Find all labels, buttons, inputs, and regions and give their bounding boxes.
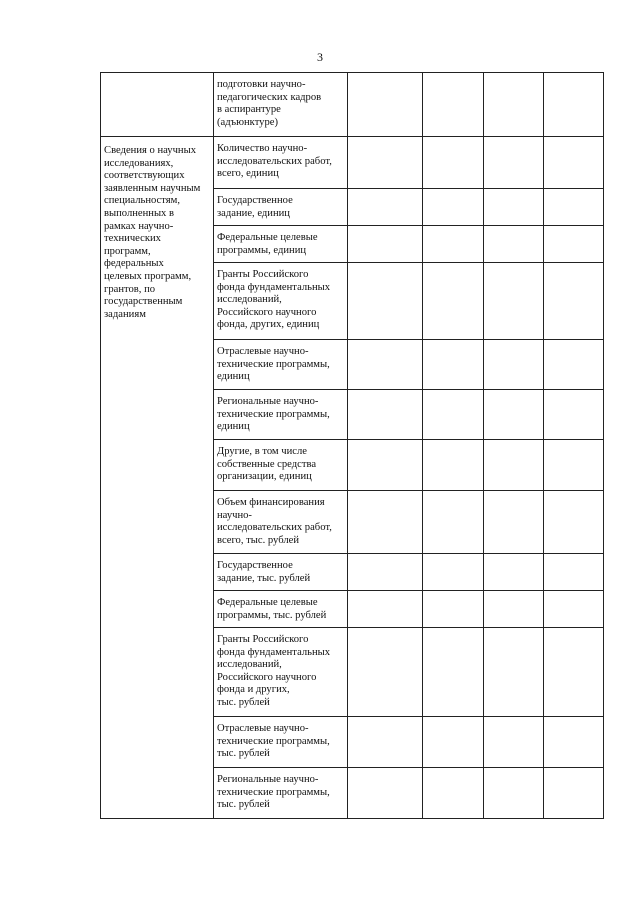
value-cell[interactable] bbox=[423, 189, 484, 226]
value-cell[interactable] bbox=[484, 768, 544, 819]
value-cell[interactable] bbox=[544, 591, 604, 628]
value-cell[interactable] bbox=[423, 390, 484, 440]
value-cell[interactable] bbox=[423, 717, 484, 768]
section-title-cell-empty bbox=[101, 73, 214, 137]
row-label: Количество научно- исследовательских работ, всего, единиц bbox=[214, 137, 348, 189]
value-cell[interactable] bbox=[544, 717, 604, 768]
value-cell[interactable] bbox=[348, 340, 423, 390]
value-cell[interactable] bbox=[484, 440, 544, 491]
value-cell[interactable] bbox=[484, 390, 544, 440]
value-cell[interactable] bbox=[484, 226, 544, 263]
report-form-table bbox=[100, 72, 604, 819]
value-cell[interactable] bbox=[348, 73, 423, 137]
value-cell[interactable] bbox=[544, 263, 604, 340]
value-cell[interactable] bbox=[484, 554, 544, 591]
row-label: Региональные научно- технические программы, единиц bbox=[214, 390, 348, 440]
value-cell[interactable] bbox=[544, 628, 604, 717]
value-cell[interactable] bbox=[348, 768, 423, 819]
value-cell[interactable] bbox=[423, 73, 484, 137]
value-cell[interactable] bbox=[544, 768, 604, 819]
value-cell[interactable] bbox=[423, 554, 484, 591]
value-cell[interactable] bbox=[484, 591, 544, 628]
value-cell[interactable] bbox=[544, 226, 604, 263]
row-label: Гранты Российского фонда фундаментальных исследований, Российского научного фонда, других, единиц bbox=[214, 263, 348, 340]
value-cell[interactable] bbox=[348, 263, 423, 340]
value-cell[interactable] bbox=[484, 263, 544, 340]
value-cell[interactable] bbox=[348, 591, 423, 628]
row-label: Федеральные целевые программы, единиц bbox=[214, 226, 348, 263]
value-cell[interactable] bbox=[423, 628, 484, 717]
value-cell[interactable] bbox=[348, 189, 423, 226]
value-cell[interactable] bbox=[484, 628, 544, 717]
value-cell[interactable] bbox=[484, 491, 544, 554]
value-cell[interactable] bbox=[484, 137, 544, 189]
row-label: Объем финансирования научно- исследовательских работ, всего, тыс. рублей bbox=[214, 491, 348, 554]
value-cell[interactable] bbox=[544, 390, 604, 440]
value-cell[interactable] bbox=[423, 591, 484, 628]
value-cell[interactable] bbox=[423, 768, 484, 819]
value-cell[interactable] bbox=[544, 554, 604, 591]
value-cell[interactable] bbox=[348, 628, 423, 717]
row-label: Другие, в том числе собственные средства организации, единиц bbox=[214, 440, 348, 491]
value-cell[interactable] bbox=[423, 340, 484, 390]
table-row bbox=[101, 73, 604, 137]
page-number: 3 bbox=[317, 50, 323, 64]
row-label: Федеральные целевые программы, тыс. рублей bbox=[214, 591, 348, 628]
value-cell[interactable] bbox=[348, 554, 423, 591]
value-cell[interactable] bbox=[544, 189, 604, 226]
value-cell[interactable] bbox=[348, 440, 423, 491]
value-cell[interactable] bbox=[484, 340, 544, 390]
value-cell[interactable] bbox=[484, 189, 544, 226]
value-cell[interactable] bbox=[544, 73, 604, 137]
value-cell[interactable] bbox=[423, 137, 484, 189]
section-title-cell: Сведения о научных исследованиях, соответствующих заявленным научным специальностям, выполненных в рамках научно- технических программ, федеральных целевых программ, грантов, по государственным заданиям bbox=[101, 137, 214, 819]
row-label: Гранты Российского фонда фундаментальных исследований, Российского научного фонда и других, тыс. рублей bbox=[214, 628, 348, 717]
value-cell[interactable] bbox=[423, 263, 484, 340]
value-cell[interactable] bbox=[348, 390, 423, 440]
value-cell[interactable] bbox=[348, 491, 423, 554]
value-cell[interactable] bbox=[484, 73, 544, 137]
value-cell[interactable] bbox=[544, 440, 604, 491]
value-cell[interactable] bbox=[484, 717, 544, 768]
value-cell[interactable] bbox=[348, 717, 423, 768]
value-cell[interactable] bbox=[544, 137, 604, 189]
value-cell[interactable] bbox=[423, 440, 484, 491]
value-cell[interactable] bbox=[348, 226, 423, 263]
row-label: Региональные научно- технические программы, тыс. рублей bbox=[214, 768, 348, 819]
row-label: подготовки научно- педагогических кадров в аспирантуре (адъюнктуре) bbox=[214, 73, 348, 137]
value-cell[interactable] bbox=[423, 226, 484, 263]
row-label: Государственное задание, единиц bbox=[214, 189, 348, 226]
row-label: Государственное задание, тыс. рублей bbox=[214, 554, 348, 591]
value-cell[interactable] bbox=[348, 137, 423, 189]
value-cell[interactable] bbox=[544, 340, 604, 390]
row-label: Отраслевые научно- технические программы, тыс. рублей bbox=[214, 717, 348, 768]
table-row bbox=[101, 137, 604, 189]
value-cell[interactable] bbox=[423, 491, 484, 554]
row-label: Отраслевые научно- технические программы, единиц bbox=[214, 340, 348, 390]
value-cell[interactable] bbox=[544, 491, 604, 554]
